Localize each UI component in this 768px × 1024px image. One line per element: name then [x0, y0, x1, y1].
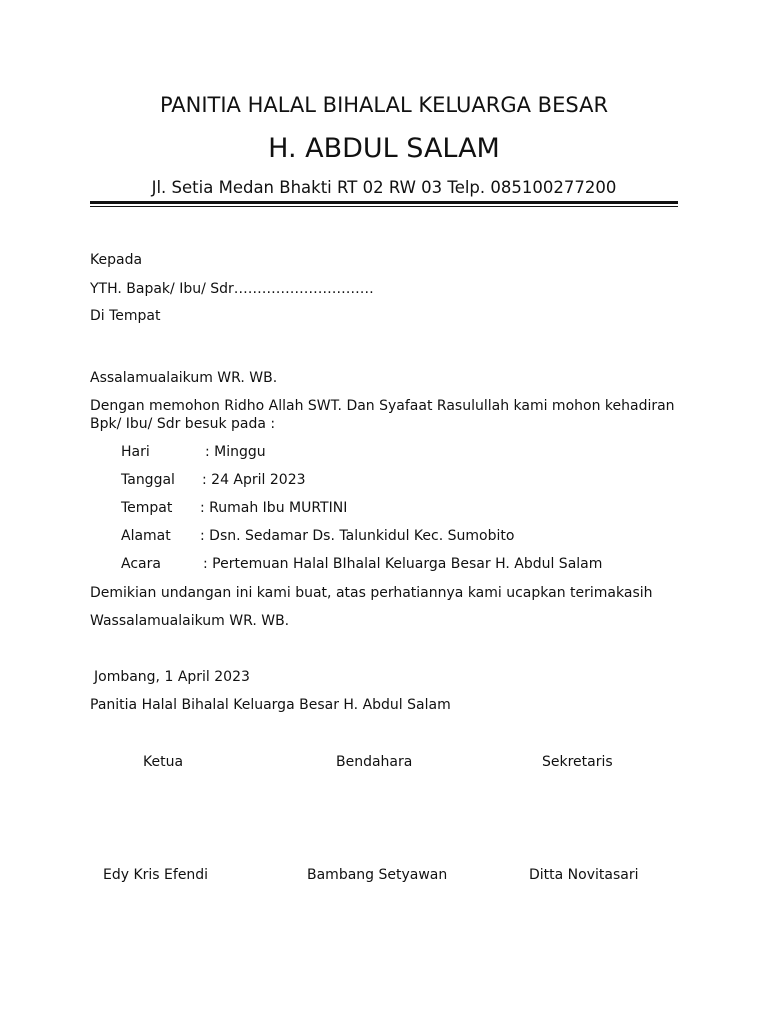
closing-sentence: Demikian undangan ini kami buat, atas perhatiannya kami ucapkan terimakasih — [90, 585, 653, 601]
detail-value-tanggal: : 24 April 2023 — [202, 472, 306, 488]
signatory-name-sekretaris: Ditta Novitasari — [529, 867, 639, 883]
signatory-role-sekretaris: Sekretaris — [542, 754, 613, 770]
greeting: Assalamualaikum WR. WB. — [90, 370, 278, 386]
detail-value-tempat: : Rumah Ibu MURTINI — [200, 500, 348, 516]
recipient-yth: YTH. Bapak/ Ibu/ Sdr………………………… — [90, 281, 374, 297]
recipient-di-tempat: Di Tempat — [90, 308, 161, 324]
letterhead-organization: PANITIA HALAL BIHALAL KELUARGA BESAR — [159, 93, 609, 117]
detail-label-tempat: Tempat — [121, 500, 173, 516]
farewell: Wassalamualaikum WR. WB. — [90, 613, 290, 629]
place-date: Jombang, 1 April 2023 — [94, 669, 250, 685]
signatory-name-bendahara: Bambang Setyawan — [307, 867, 448, 883]
detail-value-acara: : Pertemuan Halal BIhalal Keluarga Besar H. Abdul Salam — [203, 556, 603, 572]
letterhead-family-name: H. ABDUL SALAM — [268, 133, 500, 164]
detail-label-acara: Acara — [121, 556, 161, 572]
signatory-name-ketua: Edy Kris Efendi — [103, 867, 209, 883]
detail-label-hari: Hari — [121, 444, 150, 460]
recipient-kepada: Kepada — [90, 252, 143, 268]
intro-paragraph: Dengan memohon Ridho Allah SWT. Dan Syafaat Rasulullah kami mohon kehadiran Bpk/ Ibu/ Sdr besuk pada : — [90, 398, 675, 432]
detail-value-alamat: : Dsn. Sedamar Ds. Talunkidul Kec. Sumobito — [200, 528, 515, 544]
signatory-role-bendahara: Bendahara — [336, 754, 413, 770]
committee-name: Panitia Halal Bihalal Keluarga Besar H. Abdul Salam — [90, 697, 451, 713]
letterhead-divider-thick — [90, 201, 678, 204]
detail-label-tanggal: Tanggal — [121, 472, 175, 488]
detail-value-hari: : Minggu — [205, 444, 266, 460]
letterhead-address: Jl. Setia Medan Bhakti RT 02 RW 03 Telp. 085100277200 — [151, 178, 617, 197]
letterhead-divider-thin — [90, 206, 678, 207]
detail-label-alamat: Alamat — [121, 528, 171, 544]
signatory-role-ketua: Ketua — [143, 754, 184, 770]
